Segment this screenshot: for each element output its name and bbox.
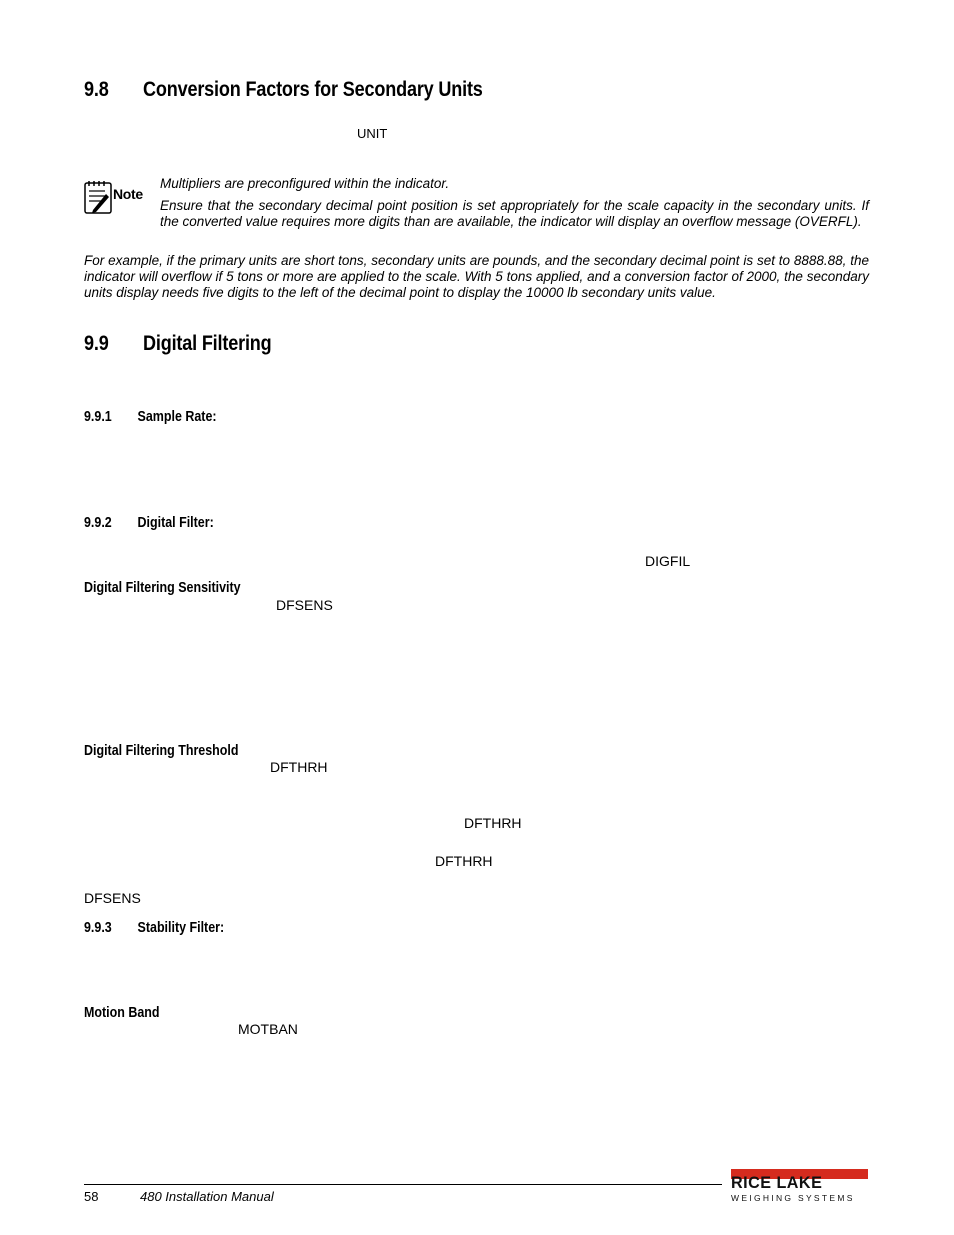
subsection-number: 9.9.1 bbox=[84, 409, 112, 425]
note-line-2: Ensure that the secondary decimal point position is set appropriately for the scale capacity in the secondary units. If the converted value requires more digits than are available, the indicator will display an overflow message (OVERFL). bbox=[160, 198, 869, 229]
section-title: Conversion Factors for Secondary Units bbox=[142, 78, 483, 101]
unit-parameter: UNIT bbox=[357, 126, 388, 141]
dfthrh-parameter-2: DFTHRH bbox=[464, 815, 522, 831]
note-line-1: Multipliers are preconfigured within the indicator. bbox=[160, 176, 450, 191]
section-9-8-heading bbox=[84, 78, 483, 102]
note-label: Note bbox=[113, 186, 143, 202]
subsection-title: Sample Rate: bbox=[137, 409, 217, 425]
motion-band-heading: Motion Band bbox=[84, 1005, 160, 1021]
dfthrh-parameter-3: DFTHRH bbox=[435, 853, 493, 869]
subsection-number: 9.9.3 bbox=[84, 920, 112, 936]
section-9-9-1-heading bbox=[84, 409, 217, 425]
dfthrh-parameter-1: DFTHRH bbox=[270, 759, 328, 775]
section-9-9-2-heading bbox=[84, 515, 214, 531]
subsection-title: Digital Filter: bbox=[137, 515, 214, 531]
logo-sub-text: WEIGHING SYSTEMS bbox=[731, 1193, 855, 1203]
page-number: 58 bbox=[84, 1189, 99, 1204]
section-9-9-heading bbox=[84, 332, 272, 356]
dfsens-parameter: DFSENS bbox=[276, 597, 333, 613]
dfsens-parameter-2: DFSENS bbox=[84, 890, 141, 906]
section-9-9-3-heading bbox=[84, 920, 224, 936]
dft-heading: Digital Filtering Threshold bbox=[84, 743, 239, 759]
motban-parameter: MOTBAN bbox=[238, 1021, 298, 1037]
section-title: Digital Filtering bbox=[142, 332, 272, 355]
subsection-title: Stability Filter: bbox=[137, 920, 225, 936]
logo-main-text: RICE LAKE bbox=[731, 1173, 823, 1192]
section-number: 9.8 bbox=[84, 78, 109, 101]
footer-rule bbox=[84, 1184, 722, 1185]
manual-title: 480 Installation Manual bbox=[140, 1189, 274, 1204]
subsection-number: 9.9.2 bbox=[84, 515, 112, 531]
digfil-parameter: DIGFIL bbox=[645, 553, 691, 569]
note-example: For example, if the primary units are short tons, secondary units are pounds, and the secondary decimal point is set to 8888.88, the indicator will overflow if 5 tons or more are applied to the scale. With 5 tons applied, and a conversion factor of 2000, the secondary units display needs five digits to the left of the decimal point to display the 10000 lb secondary units value. bbox=[84, 253, 869, 300]
dfs-heading: Digital Filtering Sensitivity bbox=[84, 580, 241, 596]
section-number: 9.9 bbox=[84, 332, 109, 355]
